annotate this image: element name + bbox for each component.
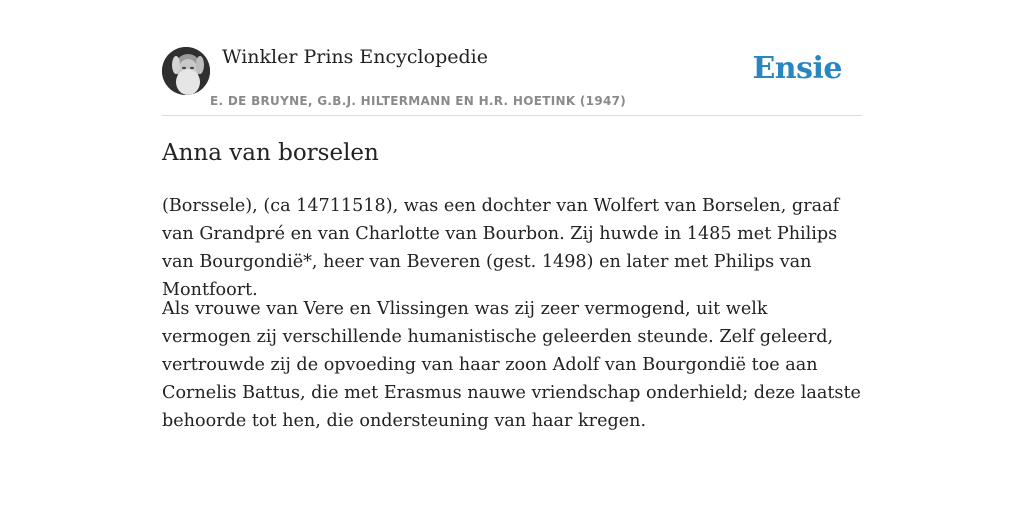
header (162, 0, 862, 116)
article-paragraph: Als vrouwe van Vere en Vlissingen was zij zeer vermogend, uit welk vermogen zij verschillende humanistische geleerden steunde. Zelf geleerd, vertrouwde zij de opvoeding van haar zoon Adolf van Bourgondië toe aan Cornelis Battus, die met Erasmus nauwe vriendschap onderhield; deze laatste behoorde tot hen, die ondersteuning van haar kregen. (162, 299, 861, 431)
author-avatar[interactable] (162, 47, 210, 95)
encyclopedia-title[interactable]: Winkler Prins Encyclopedie (222, 46, 488, 68)
portrait-icon (162, 47, 210, 95)
brand-logo[interactable]: Ensie (752, 51, 842, 86)
article-paragraph: (Borssele), (ca 14711518), was een dochter van Wolfert van Borselen, graaf van Grandpré en van Charlotte van Bourbon. Zij huwde in 1485 met Philips van Bourgondië*, heer van Beveren (gest. 1498) en later met Philips van Montfoort. (162, 196, 840, 300)
authors-line: E. DE BRUYNE, G.B.J. HILTERMANN EN H.R. HOETINK (1947) (210, 94, 627, 108)
page (162, 0, 862, 512)
article-title: Anna van borselen (162, 140, 379, 166)
